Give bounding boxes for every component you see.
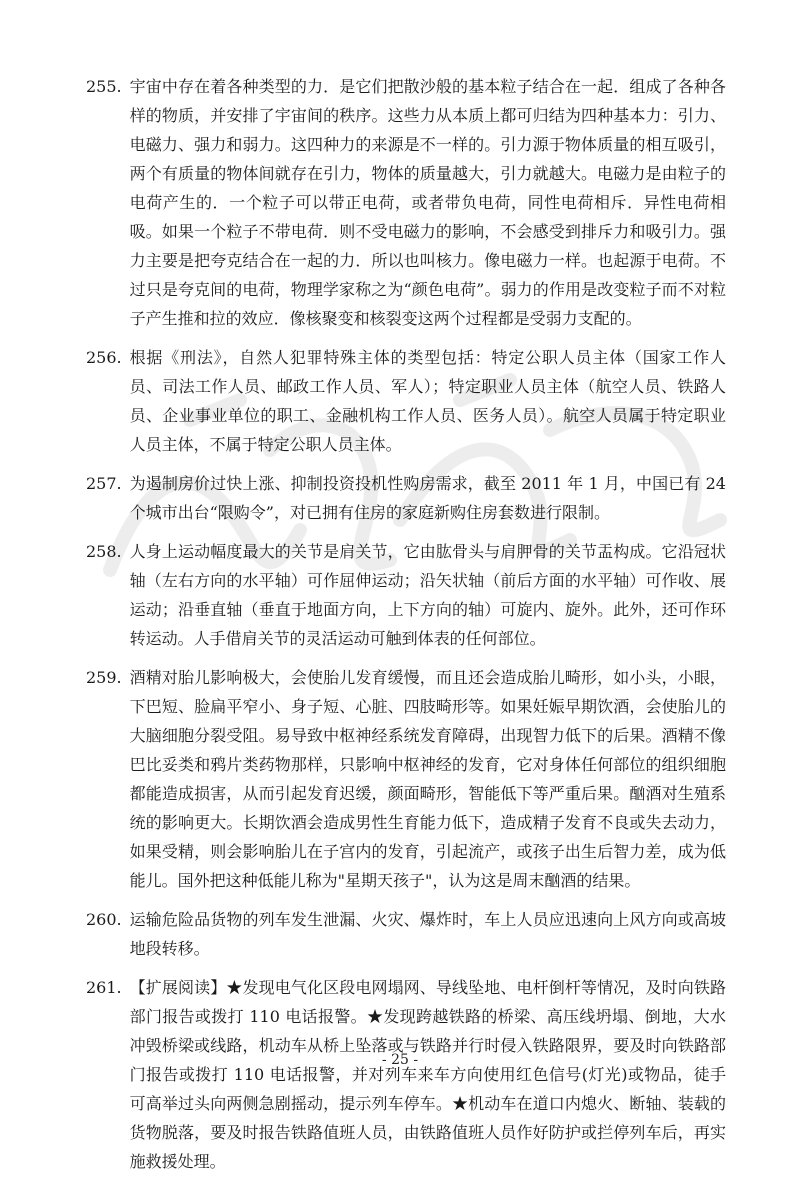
list-item bbox=[86, 469, 726, 527]
list-item bbox=[86, 973, 726, 1176]
item-text: 酒精对胎儿影响极大，会使胎儿发育缓慢，而且还会造成胎儿畸形，如小头，小眼，下巴短、脸扁平窄小、身子短、心脏、四肢畸形等。如果妊娠早期饮酒，会使胎儿的大脑细胞分裂受阻。易导致中枢神经系统发育障碍，出现智力低下的后果。酒精不像巴比妥类和鸦片类药物那样，只影响中枢神经的发育，它对身体任何部位的组织细胞都能造成损害，从而引起发育迟缓，颜面畸形，智能低下等严重后果。酗酒对生殖系统的影响更大。长期饮酒会造成男性生育能力低下，造成精子发育不良或失去动力，如果受精，则会影响胎儿在子宫内的发育，引起流产，或孩子出生后智力差，成为低能儿。国外把这种低能儿称为"星期天孩子"，认为这是周末酗酒的结果。 bbox=[129, 668, 726, 890]
item-text: 人身上运动幅度最大的关节是肩关节，它由肱骨头与肩胛骨的关节盂构成。它沿冠状轴（左右方向的水平轴）可作屈伸运动；沿矢状轴（前后方面的水平轴）可作收、展运动；沿垂直轴（垂直于地面方向，上下方向的轴）可旋内、旋外。此外，还可作环转运动。人手借肩关节的灵活运动可触到体表的任何部位。 bbox=[129, 542, 726, 648]
item-text: 运输危险品货物的列车发生泄漏、火灾、爆炸时，车上人员应迅速向上风方向或高坡地段转移。 bbox=[129, 910, 726, 958]
list-item bbox=[86, 663, 726, 895]
item-text: 【扩展阅读】★发现电气化区段电网塌网、导线坠地、电杆倒杆等情况，及时向铁路部门报告或拨打 110 电话报警。★发现跨越铁路的桥梁、高压线坍塌、倒地，大水冲毁桥梁或线路，机动车从桥上坠落或与铁路并行时侵入铁路限界，要及时向铁路部门报告或拨打 110 电话报警，并对列车来车方向使用红色信号(灯光)或物品，徒手可高举过头向两侧急剧摇动，提示列车停车。★机动车在道口内熄火、断轴、装载的货物脱落，要及时报告铁路值班人员，由铁路值班人员作好防护或拦停列车后，再实施救援处理。 bbox=[129, 978, 726, 1171]
item-number: 256. bbox=[86, 348, 122, 367]
item-number: 255. bbox=[86, 77, 122, 96]
page-number: - 25 - bbox=[381, 1052, 419, 1068]
item-text: 为遏制房价过快上涨、抑制投资投机性购房需求，截至 2011 年 1 月，中国已有 24 个城市出台“限购令”，对已拥有住房的家庭新购住房套数进行限制。 bbox=[129, 474, 726, 522]
item-number: 261. bbox=[86, 978, 122, 997]
item-number: 260. bbox=[86, 910, 122, 929]
item-number: 259. bbox=[86, 668, 122, 687]
item-number: 258. bbox=[86, 542, 122, 561]
list-item bbox=[86, 905, 726, 963]
list-item bbox=[86, 343, 726, 459]
document-body bbox=[86, 72, 726, 1186]
list-item bbox=[86, 72, 726, 333]
list-item bbox=[86, 537, 726, 653]
item-text: 宇宙中存在着各种类型的力．是它们把散沙般的基本粒子结合在一起．组成了各种各样的物质，并安排了宇宙间的秩序。这些力从本质上都可归结为四种基本力：引力、电磁力、强力和弱力。这四种力的来源是不一样的。引力源于物体质量的相互吸引，两个有质量的物体间就存在引力，物体的质量越大，引力就越大。电磁力是由粒子的电荷产生的．一个粒子可以带正电荷，或者带负电荷，同性电荷相斥．异性电荷相吸。如果一个粒子不带电荷．则不受电磁力的影响，不会感受到排斥力和吸引力。强力主要是把夸克结合在一起的力．所以也叫核力。像电磁力一样。也起源于电荷。不过只是夸克间的电荷，物理学家称之为“颜色电荷”。弱力的作用是改变粒子而不对粒子产生推和拉的效应．像核聚变和核裂变这两个过程都是受弱力支配的。 bbox=[129, 77, 726, 328]
item-number: 257. bbox=[86, 474, 122, 493]
item-text: 根据《刑法》，自然人犯罪特殊主体的类型包括：特定公职人员主体（国家工作人员、司法工作人员、邮政工作人员、军人）；特定职业人员主体（航空人员、铁路人员、企业事业单位的职工、金融机构工作人员、医务人员）。航空人员属于特定职业人员主体，不属于特定公职人员主体。 bbox=[129, 348, 726, 454]
